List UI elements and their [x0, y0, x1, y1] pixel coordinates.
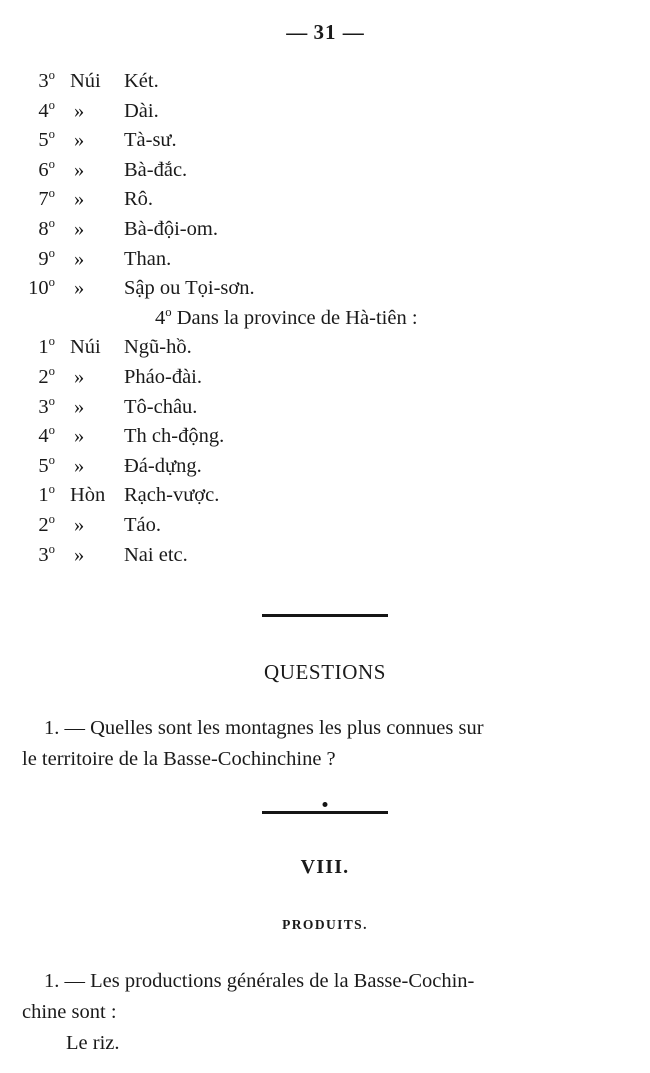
- item-name: Ngũ-hồ.: [124, 336, 192, 359]
- item-name: Két.: [124, 70, 159, 92]
- item-generic: Hòn: [70, 484, 106, 507]
- page-folio: [0, 0, 650, 45]
- item-generic: »: [74, 425, 85, 448]
- item-name: Nai etc.: [124, 543, 188, 566]
- item-name: Rạch-vược.: [124, 484, 220, 507]
- folio-dash-left: —: [286, 20, 308, 44]
- item-number: 3$^o$: [38, 68, 55, 92]
- list-item: [0, 422, 650, 452]
- list-item: [0, 541, 650, 571]
- produits-line-two: chine sont :: [22, 1001, 117, 1024]
- item-number: 7$^o$: [38, 186, 55, 211]
- item-number: 2$^o$: [38, 364, 55, 388]
- item-number: 3$^o$: [38, 393, 55, 418]
- produits-paragraph: [22, 966, 628, 1059]
- item-generic: Núi: [70, 70, 101, 92]
- list-item: [0, 481, 650, 511]
- item-name: Sập ou Tọi-sơn.: [124, 277, 255, 300]
- mountain-list-second: [0, 333, 650, 570]
- folio-number: 31: [313, 20, 337, 44]
- item-name: Táo.: [124, 513, 161, 536]
- item-number: 10$^o$: [28, 275, 55, 300]
- item-number: 4$^o$: [38, 423, 55, 448]
- province-heading-number: 4: [155, 306, 166, 329]
- list-item: [0, 156, 650, 186]
- question-line-two: le territoire de la Basse-Cochinchine ?: [22, 748, 336, 771]
- item-name: Pháo-đài.: [124, 365, 202, 388]
- questions-heading: QUESTIONS: [263, 660, 387, 685]
- province-heading-text: Dans la province de Hà-tiên :: [171, 306, 418, 329]
- produits-line-three: Le riz.: [66, 1032, 120, 1055]
- item-generic: »: [74, 129, 85, 152]
- item-number: 6$^o$: [38, 156, 55, 181]
- item-generic: Núi: [70, 336, 101, 359]
- section-subtitle: PRODUITS.: [282, 917, 368, 933]
- list-item: [0, 97, 650, 127]
- item-generic: »: [74, 277, 85, 300]
- item-name: Tà-sư.: [124, 129, 177, 152]
- item-number: 9$^o$: [38, 245, 55, 270]
- item-generic: »: [74, 247, 85, 270]
- item-number: 1$^o$: [38, 482, 55, 507]
- item-name: Than.: [124, 247, 172, 270]
- question-line-one: Quelles sont les montagnes les plus connues sur: [90, 717, 484, 740]
- item-generic: »: [74, 365, 85, 388]
- item-generic: »: [74, 188, 85, 211]
- list-item: [0, 333, 650, 363]
- item-number: 4$^o$: [38, 97, 55, 122]
- item-generic: »: [74, 513, 85, 536]
- question-item-number: 1. —: [44, 717, 85, 740]
- item-number: 5$^o$: [38, 127, 55, 152]
- list-item: [0, 452, 650, 482]
- section-divider-rule: [0, 614, 650, 617]
- province-heading: [0, 304, 650, 334]
- item-number: 8$^o$: [38, 216, 55, 240]
- item-number: 3$^o$: [38, 541, 55, 566]
- questions-paragraph: [22, 713, 628, 775]
- item-generic: »: [74, 217, 85, 240]
- item-generic: »: [74, 543, 85, 566]
- item-name: Đá-dựng.: [124, 454, 202, 477]
- list-item: [0, 67, 650, 97]
- list-item: [0, 363, 650, 393]
- list-item: [0, 245, 650, 275]
- list-item: [0, 126, 650, 156]
- item-name: Dài.: [124, 99, 159, 122]
- section-divider-rule-dotted: [0, 811, 650, 814]
- item-name: Th ch-động.: [124, 425, 225, 448]
- item-name: Bà-đội-om.: [124, 217, 218, 240]
- item-generic: »: [74, 454, 85, 477]
- produits-item-number: 1. —: [44, 970, 85, 993]
- item-generic: »: [74, 99, 85, 122]
- folio-dash-right: —: [342, 20, 364, 44]
- item-number: 5$^o$: [38, 452, 55, 477]
- item-generic: »: [74, 395, 85, 418]
- item-name: Tô-châu.: [124, 395, 198, 418]
- province-heading-ordinal: o: [165, 304, 172, 319]
- divider-line: [262, 811, 388, 814]
- section-roman-numeral: VIII.: [300, 856, 350, 879]
- list-item: [0, 511, 650, 541]
- item-number: 2$^o$: [38, 512, 55, 536]
- item-name: Bà-đắc.: [124, 158, 188, 181]
- list-item: [0, 274, 650, 304]
- item-number: 1$^o$: [38, 334, 55, 359]
- produits-line-one: Les productions générales de la Basse-Cochin-: [90, 970, 475, 993]
- mountain-list-first: [0, 67, 650, 304]
- list-item: [0, 393, 650, 423]
- item-generic: »: [74, 158, 85, 181]
- item-name: Rô.: [124, 188, 154, 211]
- list-item: [0, 215, 650, 245]
- list-item: [0, 185, 650, 215]
- divider-line: [262, 614, 388, 617]
